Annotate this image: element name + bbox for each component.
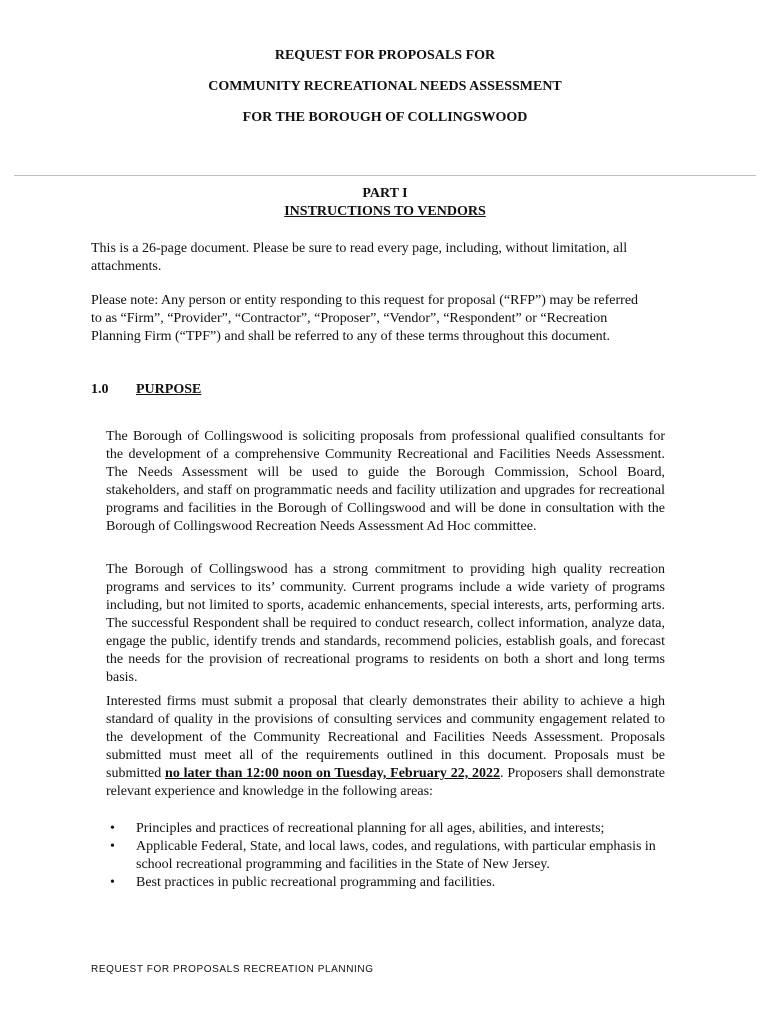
intro-paragraph-2: Please note: Any person or entity responding to this request for proposal (“RFP”) may be referred to as “Firm”, “Provider”, “Contractor”, “Proposer”, “Vendor”, “Respondent” or “Recreation Planning Firm (“TPF”) and shall be referred to any of these terms throughout this document. xyxy=(91,293,639,344)
purpose-paragraph-3 xyxy=(106,693,665,801)
section-number: 1.0 xyxy=(91,382,109,397)
bullet-icon: • xyxy=(110,839,115,854)
document-title-line-1: REQUEST FOR PROPOSALS FOR xyxy=(274,48,496,63)
list-item-text: Principles and practices of recreational planning for all ages, abilities, and interests; xyxy=(136,821,605,836)
page-footer: REQUEST FOR PROPOSALS RECREATION PLANNING xyxy=(91,964,374,975)
list-item xyxy=(110,838,670,874)
purpose-paragraph-1: The Borough of Collingswood is soliciting proposals from professional qualified consultants for the development of a comprehensive Community Recreational and Facilities Needs Assessment. The Needs Assessment will be used to guide the Borough Commission, School Board, stakeholders, and staff on programmatic needs and facility utilization and upgrades for recreational programs and facilities in the Borough of Collingswood and will be done in consultation with the Borough of Collingswood Recreation Needs Assessment Ad Hoc committee. xyxy=(106,429,665,534)
experience-list xyxy=(110,820,670,892)
intro-paragraph-1: This is a 26-page document. Please be sure to read every page, including, without limitation, all attachments. xyxy=(91,241,628,274)
list-item-text: Best practices in public recreational programming and facilities. xyxy=(136,875,496,890)
list-item xyxy=(110,874,670,892)
paragraph-3-text: Interested firms must submit a proposal that clearly demonstrates their ability to achieve a high standard of quality in the provisions of consulting services and community engagement related to the development of the Community Recreational and Facilities Needs Assessment. Proposals submitted must meet all of the requirements outlined in this document. Proposals must be submitted xyxy=(106,694,665,781)
part-label: PART I xyxy=(362,186,408,201)
section-title: PURPOSE xyxy=(136,382,202,397)
bullet-icon: • xyxy=(110,875,115,890)
document-title-line-3: FOR THE BOROUGH OF COLLINGSWOOD xyxy=(242,110,528,125)
list-item xyxy=(110,820,670,838)
submission-deadline: no later than 12:00 noon on Tuesday, February 22, 2022 xyxy=(165,766,501,781)
paragraph-3-text-end: . Proposers shall demonstrate relevant experience and knowledge in the following areas: xyxy=(106,766,665,799)
document-title-line-2: COMMUNITY RECREATIONAL NEEDS ASSESSMENT xyxy=(208,79,562,94)
list-item-text: Applicable Federal, State, and local laws, codes, and regulations, with particular emphasis in school recreational programming and facilities in the State of New Jersey. xyxy=(136,839,656,872)
part-subtitle: INSTRUCTIONS TO VENDORS xyxy=(284,204,486,219)
header-divider xyxy=(14,175,756,176)
bullet-icon: • xyxy=(110,821,115,836)
purpose-paragraph-2: The Borough of Collingswood has a strong commitment to providing high quality recreation programs and services to its’ community. Current programs include a wide variety of programs including, but not limited to sports, academic enhancements, special interests, arts, performing arts. The successful Respondent shall be required to conduct research, collect information, analyze data, engage the public, identify trends and standards, recommend policies, establish goals, and forecast the needs for the provision of recreational programs to residents on both a short and long terms basis. xyxy=(106,562,665,685)
